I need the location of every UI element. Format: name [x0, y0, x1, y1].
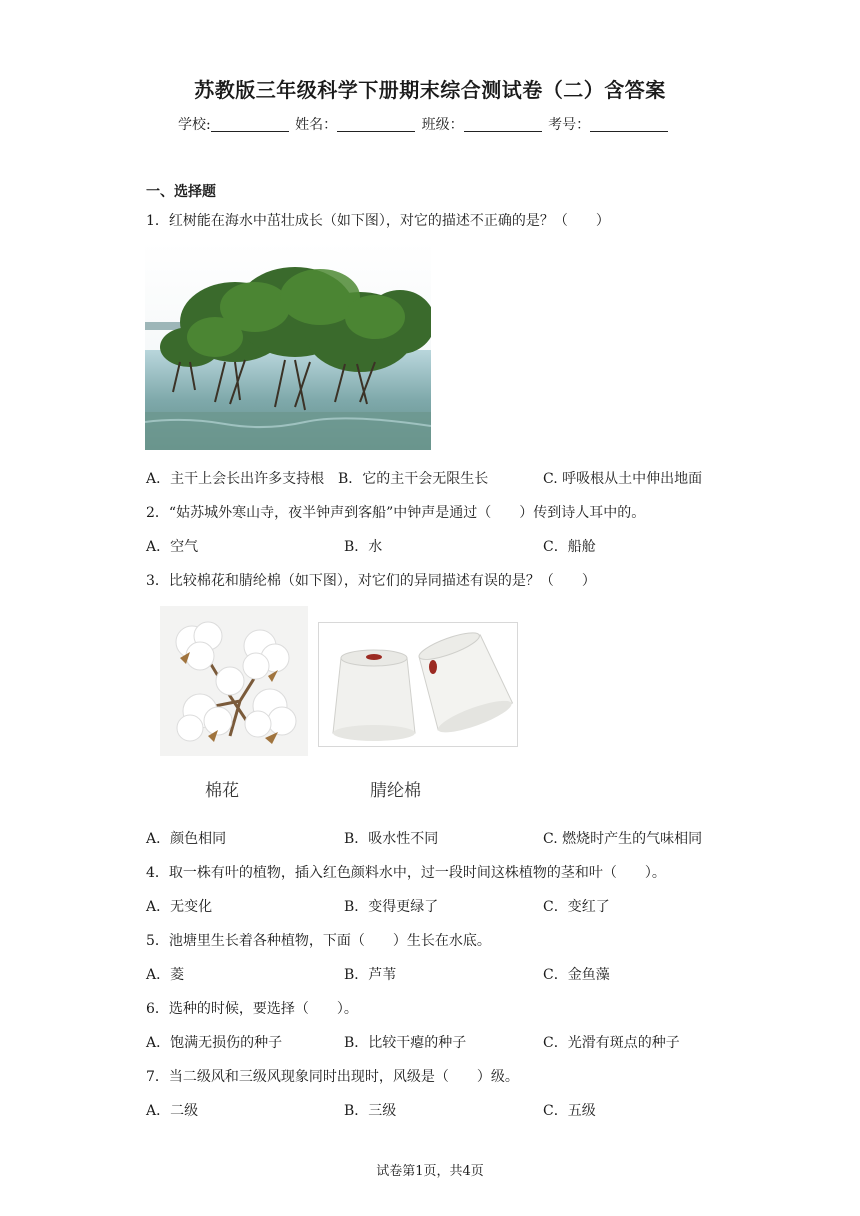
q6-option-a[interactable]: A．饱满无损伤的种子 — [146, 1035, 283, 1051]
q7-option-b[interactable]: B．三级 — [344, 1103, 397, 1119]
class-blank[interactable] — [464, 117, 542, 132]
section-heading: 一、选择题 — [146, 184, 216, 200]
question-4: 4．取一株有叶的植物，插入红色颜料水中，过一段时间这株植物的茎和叶（ ）。 — [146, 865, 666, 881]
cotton-caption: 棉花 — [205, 781, 239, 801]
class-label: 班级： — [421, 117, 464, 133]
q5-option-c[interactable]: C．金鱼藻 — [543, 967, 610, 983]
question-3: 3．比较棉花和腈纶棉（如下图），对它们的异同描述有误的是？（ ） — [146, 573, 596, 589]
q1-option-c[interactable]: C. 呼吸根从土中伸出地面 — [543, 471, 703, 487]
question-7: 7．当二级风和三级风现象同时出现时，风级是（ ）级。 — [146, 1069, 519, 1085]
question-2: 2．“姑苏城外寒山寺，夜半钟声到客船”中钟声是通过（ ）传到诗人耳中的。 — [146, 505, 646, 521]
exam-number-label: 考号： — [548, 117, 591, 133]
cotton-photo — [160, 606, 308, 756]
question-5: 5．池塘里生长着各种植物，下面（ ）生长在水底。 — [146, 933, 491, 949]
page-footer: 试卷第1页，共4页 — [376, 1164, 484, 1179]
q2-option-c[interactable]: C．船舱 — [543, 539, 596, 555]
q4-option-c[interactable]: C．变红了 — [543, 899, 610, 915]
q7-option-a[interactable]: A．二级 — [146, 1103, 199, 1119]
name-blank[interactable] — [337, 117, 415, 132]
student-info-line — [178, 114, 670, 134]
school-label: 学校: — [178, 117, 211, 133]
acrylic-caption: 腈纶棉 — [370, 781, 421, 801]
q6-option-c[interactable]: C．光滑有斑点的种子 — [543, 1035, 680, 1051]
q1-option-b[interactable]: B．它的主干会无限生长 — [338, 471, 489, 487]
q1-option-a[interactable]: A．主干上会长出许多支持根 — [146, 471, 325, 487]
q3-option-c[interactable]: C. 燃烧时产生的气味相同 — [543, 831, 703, 847]
mangrove-photo — [145, 242, 431, 450]
page-title: 苏教版三年级科学下册期末综合测试卷（二）含答案 — [194, 78, 666, 102]
q4-option-b[interactable]: B．变得更绿了 — [344, 899, 439, 915]
q7-option-c[interactable]: C．五级 — [543, 1103, 596, 1119]
exam-number-blank[interactable] — [590, 117, 668, 132]
q5-option-a[interactable]: A．菱 — [146, 967, 185, 983]
question-1: 1．红树能在海水中茁壮成长（如下图），对它的描述不正确的是？（ ） — [146, 213, 610, 229]
acrylic-yarn-photo — [318, 622, 518, 747]
school-blank[interactable] — [211, 117, 289, 132]
name-label: 姓名： — [295, 117, 338, 133]
question-6: 6．选种的时候，要选择（ ）。 — [146, 1001, 358, 1017]
q4-option-a[interactable]: A．无变化 — [146, 899, 213, 915]
q6-option-b[interactable]: B．比较干瘪的种子 — [344, 1035, 467, 1051]
q2-option-b[interactable]: B．水 — [344, 539, 383, 555]
q5-option-b[interactable]: B．芦苇 — [344, 967, 397, 983]
q3-option-b[interactable]: B．吸水性不同 — [344, 831, 439, 847]
q2-option-a[interactable]: A．空气 — [146, 539, 199, 555]
q3-option-a[interactable]: A．颜色相同 — [146, 831, 227, 847]
